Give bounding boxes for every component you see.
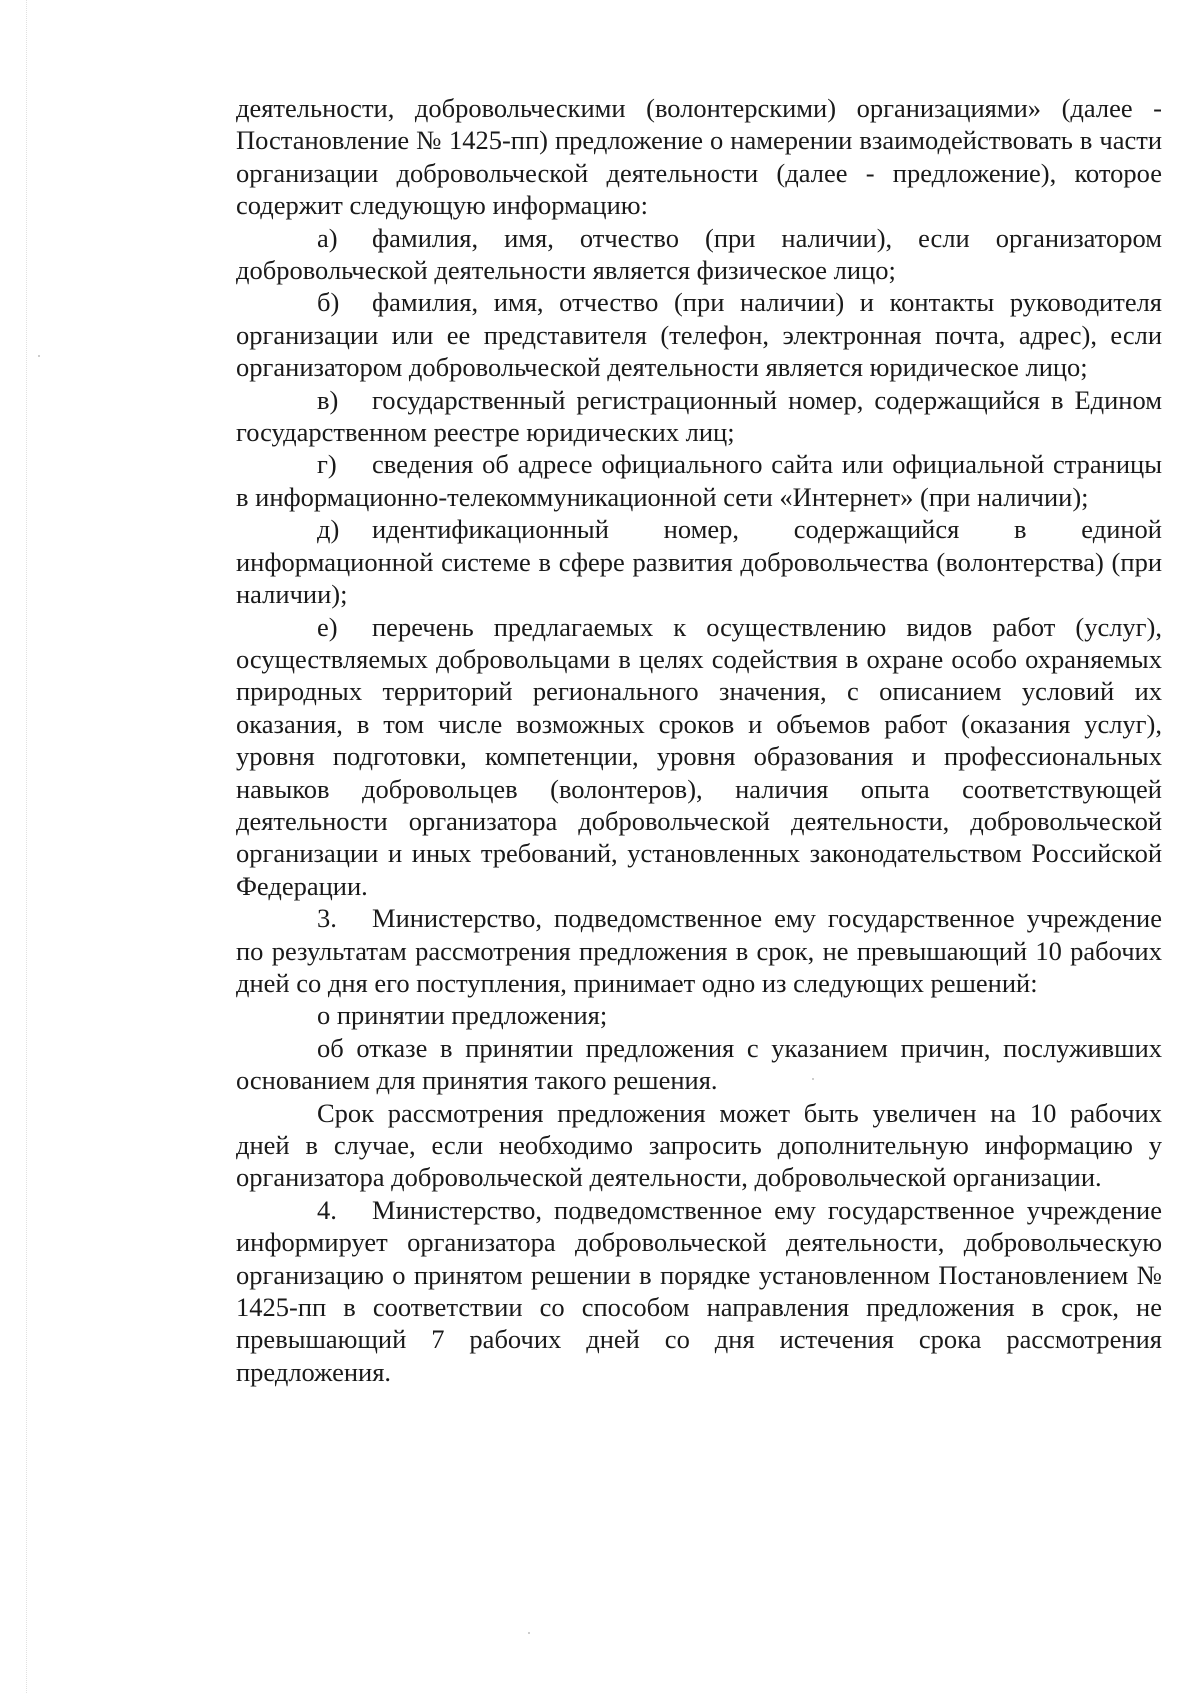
scan-edge [0,0,27,1693]
decision-accept [236,999,1162,1031]
paragraph-text: о принятии предложения; [317,1000,608,1031]
list-item-e [236,611,1162,903]
list-item-text: фамилия, имя, отчество (при наличии), если организатором добровольческой деятельности является физическое лицо; [236,222,1162,286]
list-marker: г) [317,449,337,480]
point-number: 4. [317,1194,337,1225]
list-item-v [236,384,1162,449]
point-3 [236,902,1162,999]
list-item-text: идентификационный номер, содержащийся в единой информационной системе в сфере развития добровольчества (волонтерства) (при наличии); [236,514,1162,610]
list-marker: в) [317,384,339,415]
paragraph-text: Срок рассмотрения предложения может быть увеличен на 10 рабочих дней в случае, если необходимо запросить дополнительную информацию у организатора добровольческой деятельности, добровольческой организации. [236,1097,1162,1193]
paragraph-extension [236,1097,1162,1194]
paragraph-text: Министерство, подведомственное ему государственное учреждение информирует организатора добровольческой деятельности, добровольческую организацию о принятом решении в порядке установленном Постановлением № 1425-пп в соответствии со способом направления предложения в срок, не превышающий 7 рабочих дней со дня истечения срока рассмотрения предложения. [236,1194,1162,1387]
list-marker: д) [317,514,340,545]
list-marker: а) [317,222,338,253]
point-number: 3. [317,903,337,934]
decision-reject [236,1032,1162,1097]
list-item-a [236,222,1162,287]
paragraph-intro [236,92,1162,222]
paragraph-text: Министерство, подведомственное ему государственное учреждение по результатам рассмотрения предложения в срок, не превышающий 10 рабочих дней со дня его поступления, принимает одно из следующих решений: [236,903,1162,998]
list-marker: б) [317,287,340,318]
list-item-b [236,286,1162,383]
document-body [236,92,1162,1388]
scan-speck [38,355,40,357]
list-item-text: перечень предлагаемых к осуществлению видов работ (услуг), осуществляемых добровольцами в целях содействия в охране особо охраняемых природных территорий регионального значения, с описанием условий их оказания, в том числе возможных сроков и объемов работ (оказания услуг), уровня подготовки, компетенции, уровня образования и профессиональных навыков добровольцев (волонтеров), наличия опыта соответствующей деятельности организатора добровольческой деятельности, добровольческой организации и иных требований, установленных законодательством Российской Федерации. [236,611,1162,901]
list-item-g [236,448,1162,513]
list-item-text: фамилия, имя, отчество (при наличии) и контакты руководителя организации или ее представителя (телефон, электронная почта, адрес), если организатором добровольческой деятельности является юридическое лицо; [236,287,1162,383]
paragraph-text: об отказе в принятии предложения с указанием причин, послуживших основанием для принятия такого решения. [236,1032,1162,1096]
list-item-text: сведения об адресе официального сайта или официальной страницы в информационно-телекоммуникационной сети «Интернет» (при наличии); [236,449,1162,512]
paragraph-text: деятельности, добровольческими (волонтерскими) организациями» (далее - Постановление № 1425-пп) предложение о намерении взаимодействовать в части организации добровольческой деятельности (далее - предложение), которое содержит следующую информацию: [236,93,1162,221]
scan-speck [528,1632,530,1634]
point-4 [236,1194,1162,1388]
list-item-text: государственный регистрационный номер, содержащийся в Едином государственном реестре юридических лиц; [236,384,1162,448]
list-marker: е) [317,611,338,642]
list-item-d [236,513,1162,610]
